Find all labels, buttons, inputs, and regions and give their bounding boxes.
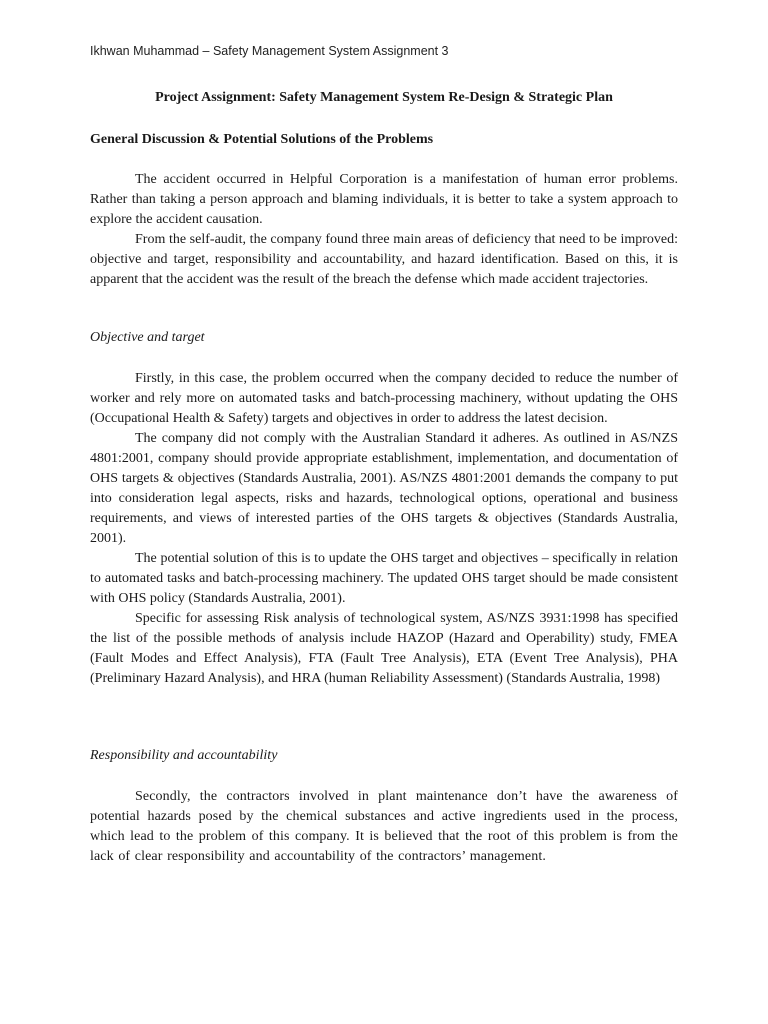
section-heading: General Discussion & Potential Solutions of the Problems bbox=[90, 132, 434, 147]
paragraph: The potential solution of this is to update the OHS target and objectives – specifically in relation to automated tasks and batch-processing machinery. The updated OHS target should be made consistent with OHS policy (Standards Australia, 2001). bbox=[90, 551, 678, 606]
running-header: Ikhwan Muhammad – Safety Management System Assignment 3 bbox=[90, 44, 449, 58]
paragraph: Specific for assessing Risk analysis of technological system, AS/NZS 3931:1998 has specified the list of the possible methods of analysis include HAZOP (Hazard and Operability) study, FMEA (Fault Modes and Effect Analysis), FTA (Fault Tree Analysis), ETA (Event Tree Analysis), PHA (Preliminary Hazard Analysis), and HRA (human Reliability Assessment) (Standards Australia, 1998) bbox=[90, 611, 678, 686]
paragraph: From the self-audit, the company found three main areas of deficiency that need to be improved: objective and target, responsibility and accountability, and hazard identification. Based on this, it is apparent that the accident was the result of the breach the defense which made accident trajectories. bbox=[90, 232, 678, 287]
paragraph: The accident occurred in Helpful Corporation is a manifestation of human error problems. Rather than taking a person approach and blaming individuals, it is better to take a system approach to explore the accident causation. bbox=[90, 172, 678, 227]
intro-section bbox=[90, 170, 678, 290]
document-title: Project Assignment: Safety Management System Re-Design & Strategic Plan bbox=[155, 90, 613, 105]
objective-heading: Objective and target bbox=[90, 330, 205, 345]
objective-section bbox=[90, 369, 678, 689]
paragraph: Firstly, in this case, the problem occurred when the company decided to reduce the number of worker and rely more on automated tasks and batch-processing machinery, without updating the OHS (Occupational Health & Safety) targets and objectives in order to address the latest decision. bbox=[90, 371, 678, 426]
paragraph: The company did not comply with the Australian Standard it adheres. As outlined in AS/NZS 4801:2001, company should provide appropriate establishment, implementation, and documentation of OHS targets & objectives (Standards Australia, 2001). AS/NZS 4801:2001 demands the company to put into consideration legal aspects, risks and hazards, technological options, operational and business requirements, and views of interested parties of the OHS targets & objectives (Standards Australia, 2001). bbox=[90, 431, 678, 546]
paragraph: Secondly, the contractors involved in plant maintenance don’t have the awareness of potential hazards posed by the chemical substances and active ingredients used in the process, which lead to the problem of this company. It is believed that the root of this problem is from the lack of clear responsibility and accountability of the contractors’ management. bbox=[90, 789, 678, 864]
responsibility-section bbox=[90, 787, 678, 867]
responsibility-heading: Responsibility and accountability bbox=[90, 748, 278, 763]
